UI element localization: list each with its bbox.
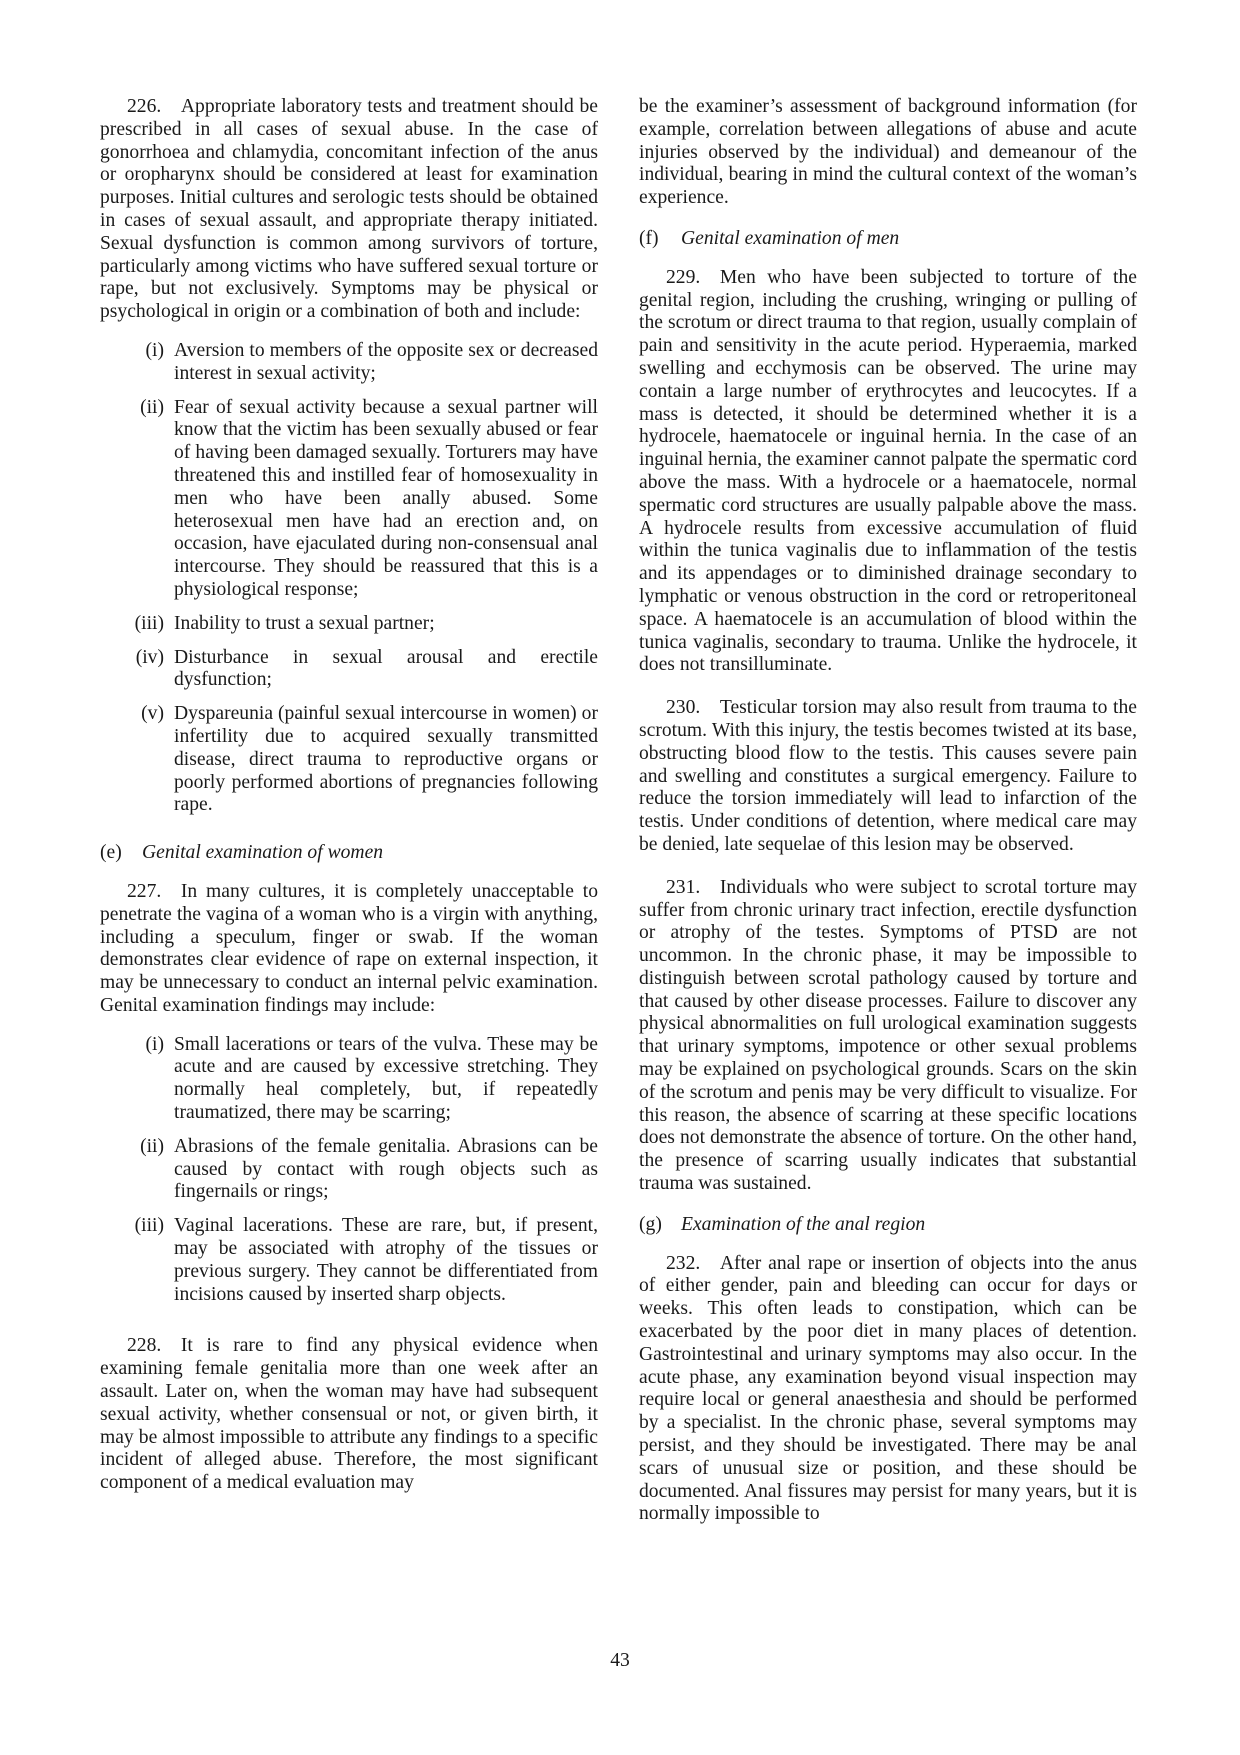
list-item-text: Inability to trust a sexual partner;: [174, 612, 435, 634]
list-item: [100, 1136, 598, 1204]
list-item-text: Fear of sexual activity because a sexual partner will know that the victim has been sexually abused or fear of having been damaged sexually. Torturers may have threatened this and instilled fear of homosexuality in men who have been anally abused. Some heterosexual men have had an erection and, on occasion, have ejaculated during non-consensual anal intercourse. They should be reassured that this is a physiological response;: [174, 396, 598, 600]
sexual-dysfunction-list: [100, 340, 598, 817]
list-item-number: (ii): [140, 396, 164, 418]
section-title: Genital examination of women: [142, 842, 384, 864]
paragraph-228-continued: be the examiner’s assessment of background information (for example, correlation between allegations of abuse and acute injuries observed by the individual) and demeanour of the individual, bearing in mind the cultural context of the woman’s experience.: [639, 96, 1137, 209]
genital-findings-list: [100, 1034, 598, 1307]
paragraph-229: 229. Men who have been subjected to torture of the genital region, including the crushing, wringing or pulling of the scrotum or direct trauma to that region, usually complain of pain and sensitivity in the acute period. Hyperaemia, marked swelling and ecchymosis can be observed. The urine may contain a large number of erythrocytes and leucocytes. If a mass is detected, it should be determined whether it is a hydrocele, haematocele or inguinal hernia. In the case of an inguinal hernia, the examiner cannot palpate the spermatic cord above the mass. With a hydrocele or a haematocele, normal spermatic cord structures are usually palpable above the mass. A hydrocele results from excessive accumulation of fluid within the tunica vaginalis due to inflammation of the testis and its appendages or to diminished drainage secondary to lymphatic or venous obstruction in the cord or retroperitoneal space. A haematocele is an accumulation of blood within the tunica vaginalis, secondary to trauma. Unlike the hydrocele, it does not transilluminate.: [639, 266, 1137, 676]
list-item: [100, 703, 598, 817]
section-heading-e: [100, 842, 598, 865]
list-item-text: Vaginal lacerations. These are rare, but, if present, may be associated with atrophy of the tissues or previous surgery. They cannot be differentiated from incisions caused by inserted sharp objects.: [174, 1215, 598, 1305]
list-item-text: Abrasions of the female genitalia. Abrasions can be caused by contact with rough objects such as fingernails or rings;: [174, 1135, 598, 1203]
list-item-number: (i): [145, 1033, 164, 1055]
section-title: Examination of the anal region: [681, 1213, 926, 1235]
section-letter: (f): [639, 227, 659, 249]
list-item: [100, 1034, 598, 1125]
list-item-number: (iii): [134, 612, 164, 634]
list-item-text: Dyspareunia (painful sexual intercourse in women) or infertility due to acquired sexually transmitted disease, direct trauma to reproductive organs or poorly performed abortions of pregnancies following rape.: [174, 703, 598, 816]
section-heading-g: [639, 1214, 1137, 1237]
paragraph-227: 227. In many cultures, it is completely unacceptable to penetrate the vagina of a woman who is a virgin with anything, including a speculum, finger or swab. If the woman demonstrates clear evidence of rape on external inspection, it may be unnecessary to conduct an internal pelvic examination. Genital examination findings may include:: [100, 880, 598, 1016]
section-letter: (g): [639, 1213, 662, 1235]
list-226-wrap: [100, 340, 598, 817]
paragraph-228: 228. It is rare to find any physical evidence when examining female genitalia more than one week after an assault. Later on, when the woman may have had subsequent sexual activity, whether consensual or not, or given birth, it may be almost impossible to attribute any findings to a specific incident of alleged abuse. Therefore, the most significant component of a medical evaluation may: [100, 1335, 598, 1494]
list-item: [100, 647, 598, 693]
list-item-number: (i): [145, 339, 164, 361]
list-item-text: Disturbance in sexual arousal and erectile dysfunction;: [174, 646, 598, 691]
list-item: [100, 340, 598, 386]
page-number: 43: [610, 1650, 630, 1671]
list-item-number: (iv): [135, 646, 164, 668]
list-item-number: (v): [141, 703, 164, 725]
section-heading-f: [639, 228, 1137, 251]
section-letter: (e): [100, 842, 122, 864]
right-column: [639, 96, 1137, 1526]
section-title: Genital examination of men: [681, 227, 900, 249]
paragraph-226: 226. Appropriate laboratory tests and treatment should be prescribed in all cases of sexual abuse. In the case of gonorrhoea and chlamydia, concomitant infection of the anus or oropharynx should be considered at least for examination purposes. Initial cultures and serologic tests should be obtained in cases of sexual assault, and appropriate therapy initiated. Sexual dysfunction is common among survivors of torture, particularly among victims who have suffered sexual torture or rape, but not exclusively. Symptoms may be physical or psychological in origin or a combination of both and include:: [100, 96, 598, 323]
left-column: [100, 96, 598, 1495]
list-item-number: (iii): [134, 1215, 164, 1237]
list-item: [100, 613, 598, 636]
list-item-text: Small lacerations or tears of the vulva. These may be acute and are caused by excessive stretching. They normally heal completely, but, if repeatedly traumatized, there may be scarring;: [174, 1033, 598, 1124]
list-item: [100, 397, 598, 602]
paragraph-230: 230. Testicular torsion may also result from trauma to the scrotum. With this injury, the testis becomes twisted at its base, obstructing blood flow to the testis. This causes severe pain and swelling and constitutes a surgical emergency. Failure to reduce the torsion immediately will lead to infarction of the testis. Under conditions of detention, where medical care may be denied, late sequelae of this lesion may be observed.: [639, 697, 1137, 855]
list-item-number: (ii): [140, 1135, 164, 1157]
list-item-text: Aversion to members of the opposite sex or decreased interest in sexual activity;: [174, 339, 598, 384]
list-item: [100, 1215, 598, 1306]
list-227-wrap: [100, 1034, 598, 1307]
paragraph-231: 231. Individuals who were subject to scrotal torture may suffer from chronic urinary tract infection, erectile dysfunction or atrophy of the testes. Symptoms of PTSD are not uncommon. In the chronic phase, it may be impossible to distinguish between scrotal pathology caused by torture and that caused by other disease processes. Failure to discover any physical abnormalities on full urological examination suggests that urinary symptoms, impotence or other sexual problems may be explained on psychological grounds. Scars on the skin of the scrotum and penis may be very difficult to visualize. For this reason, the absence of scarring at these specific locations does not demonstrate the absence of torture. On the other hand, the presence of scarring usually indicates that substantial trauma was sustained.: [639, 876, 1137, 1195]
paragraph-232: 232. After anal rape or insertion of objects into the anus of either gender, pain and bleeding can occur for days or weeks. This often leads to constipation, which can be exacerbated by the poor diet in many places of detention. Gastrointestinal and urinary symptoms may also occur. In the acute phase, any examination beyond visual inspection may require local or general anaesthesia and should be performed by a specialist. In the chronic phase, several symptoms may persist, and they should be investigated. There may be anal scars of unusual size or position, and these should be documented. Anal fissures may persist for many years, but it is normally impossible to: [639, 1252, 1137, 1525]
